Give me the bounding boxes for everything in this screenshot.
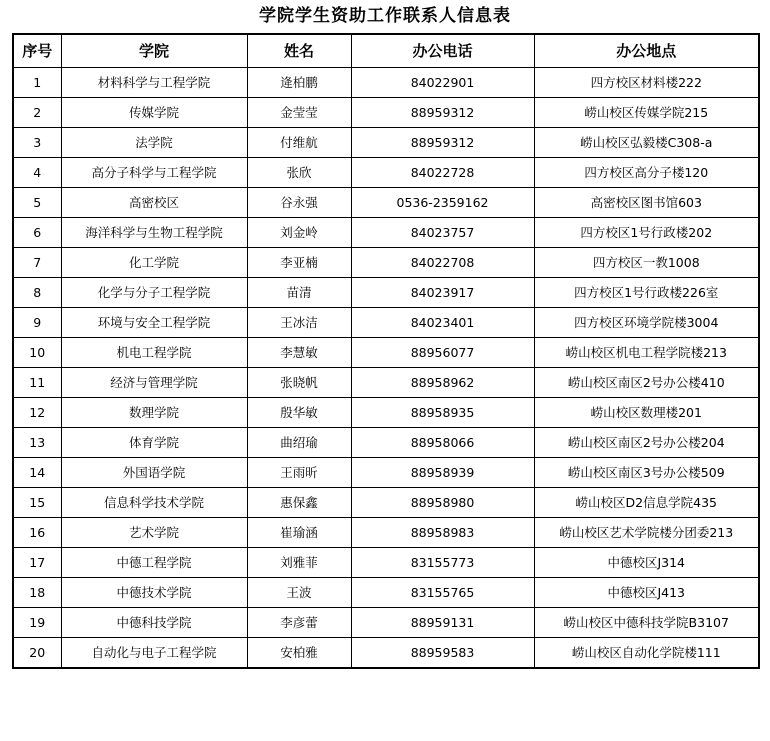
cell-college: 传媒学院: [61, 98, 247, 128]
column-header-name: 姓名: [247, 34, 351, 68]
cell-phone: 84022901: [351, 68, 534, 98]
cell-index: 3: [13, 128, 61, 158]
cell-name: 苗清: [247, 278, 351, 308]
cell-phone: 88958935: [351, 398, 534, 428]
cell-location: 四方校区环境学院楼3004: [534, 308, 759, 338]
cell-index: 14: [13, 458, 61, 488]
cell-phone: 88958983: [351, 518, 534, 548]
cell-name: 李彦蕾: [247, 608, 351, 638]
cell-college: 中德科技学院: [61, 608, 247, 638]
cell-phone: 83155773: [351, 548, 534, 578]
cell-phone: 88959583: [351, 638, 534, 669]
cell-college: 高分子科学与工程学院: [61, 158, 247, 188]
cell-index: 5: [13, 188, 61, 218]
cell-index: 18: [13, 578, 61, 608]
table-row: [13, 158, 759, 188]
cell-name: 李亚楠: [247, 248, 351, 278]
cell-phone: 88959131: [351, 608, 534, 638]
cell-index: 11: [13, 368, 61, 398]
cell-index: 10: [13, 338, 61, 368]
cell-name: 付维航: [247, 128, 351, 158]
cell-college: 信息科学技术学院: [61, 488, 247, 518]
cell-index: 13: [13, 428, 61, 458]
cell-index: 7: [13, 248, 61, 278]
cell-location: 中德校区J413: [534, 578, 759, 608]
cell-college: 自动化与电子工程学院: [61, 638, 247, 669]
cell-college: 外国语学院: [61, 458, 247, 488]
cell-phone: 88958962: [351, 368, 534, 398]
table-row: [13, 458, 759, 488]
table-row: [13, 98, 759, 128]
cell-phone: 84023401: [351, 308, 534, 338]
cell-college: 中德工程学院: [61, 548, 247, 578]
cell-location: 四方校区一教1008: [534, 248, 759, 278]
cell-college: 环境与安全工程学院: [61, 308, 247, 338]
cell-name: 曲绍瑜: [247, 428, 351, 458]
cell-location: 崂山校区艺术学院楼分团委213: [534, 518, 759, 548]
table-row: [13, 608, 759, 638]
page-title: 学院学生资助工作联系人信息表: [259, 6, 511, 26]
column-header-phone: 办公电话: [351, 34, 534, 68]
cell-index: 6: [13, 218, 61, 248]
cell-index: 4: [13, 158, 61, 188]
cell-phone: 84023917: [351, 278, 534, 308]
table-row: [13, 398, 759, 428]
cell-college: 化工学院: [61, 248, 247, 278]
cell-name: 谷永强: [247, 188, 351, 218]
table-row: [13, 68, 759, 98]
cell-index: 20: [13, 638, 61, 669]
cell-index: 9: [13, 308, 61, 338]
cell-name: 刘雅菲: [247, 548, 351, 578]
cell-name: 王雨昕: [247, 458, 351, 488]
cell-college: 海洋科学与生物工程学院: [61, 218, 247, 248]
cell-college: 体育学院: [61, 428, 247, 458]
table-row: [13, 548, 759, 578]
cell-name: 安柏雅: [247, 638, 351, 669]
cell-name: 王波: [247, 578, 351, 608]
cell-name: 金莹莹: [247, 98, 351, 128]
cell-location: 崂山校区南区2号办公楼204: [534, 428, 759, 458]
table-row: [13, 638, 759, 669]
cell-phone: 88959312: [351, 98, 534, 128]
cell-college: 高密校区: [61, 188, 247, 218]
cell-name: 张欣: [247, 158, 351, 188]
cell-phone: 88958939: [351, 458, 534, 488]
cell-index: 19: [13, 608, 61, 638]
table-row: [13, 188, 759, 218]
table-header: [13, 34, 759, 68]
column-header-index: 序号: [13, 34, 61, 68]
column-header-college: 学院: [61, 34, 247, 68]
cell-index: 1: [13, 68, 61, 98]
cell-phone: 83155765: [351, 578, 534, 608]
table-body: [13, 68, 759, 669]
table-row: [13, 368, 759, 398]
cell-name: 殷华敏: [247, 398, 351, 428]
cell-location: 四方校区高分子楼120: [534, 158, 759, 188]
table-row: [13, 578, 759, 608]
cell-location: 崂山校区数理楼201: [534, 398, 759, 428]
cell-name: 张晓帆: [247, 368, 351, 398]
cell-phone: 88956077: [351, 338, 534, 368]
cell-index: 17: [13, 548, 61, 578]
cell-index: 15: [13, 488, 61, 518]
column-header-location: 办公地点: [534, 34, 759, 68]
cell-name: 王冰洁: [247, 308, 351, 338]
cell-location: 崂山校区自动化学院楼111: [534, 638, 759, 669]
cell-location: 崂山校区机电工程学院楼213: [534, 338, 759, 368]
cell-location: 四方校区材料楼222: [534, 68, 759, 98]
cell-location: 崂山校区传媒学院215: [534, 98, 759, 128]
table-row: [13, 308, 759, 338]
cell-location: 四方校区1号行政楼202: [534, 218, 759, 248]
cell-location: 崂山校区D2信息学院435: [534, 488, 759, 518]
cell-phone: 88958066: [351, 428, 534, 458]
cell-phone: 84022708: [351, 248, 534, 278]
table-row: [13, 338, 759, 368]
cell-phone: 84022728: [351, 158, 534, 188]
cell-index: 12: [13, 398, 61, 428]
cell-phone: 84023757: [351, 218, 534, 248]
cell-location: 崂山校区弘毅楼C308-a: [534, 128, 759, 158]
contacts-table: [12, 33, 760, 669]
cell-location: 崂山校区中德科技学院B3107: [534, 608, 759, 638]
cell-location: 高密校区图书馆603: [534, 188, 759, 218]
table-row: [13, 128, 759, 158]
cell-location: 中德校区J314: [534, 548, 759, 578]
cell-index: 8: [13, 278, 61, 308]
cell-phone: 88958980: [351, 488, 534, 518]
cell-college: 艺术学院: [61, 518, 247, 548]
cell-college: 经济与管理学院: [61, 368, 247, 398]
cell-college: 中德技术学院: [61, 578, 247, 608]
cell-location: 四方校区1号行政楼226室: [534, 278, 759, 308]
table-row: [13, 278, 759, 308]
cell-name: 崔瑜涵: [247, 518, 351, 548]
cell-college: 化学与分子工程学院: [61, 278, 247, 308]
table-header-row: [13, 34, 759, 68]
cell-index: 2: [13, 98, 61, 128]
cell-name: 刘金岭: [247, 218, 351, 248]
cell-name: 惠保鑫: [247, 488, 351, 518]
cell-college: 数理学院: [61, 398, 247, 428]
table-row: [13, 488, 759, 518]
cell-phone: 88959312: [351, 128, 534, 158]
cell-name: 李慧敏: [247, 338, 351, 368]
cell-phone: 0536-2359162: [351, 188, 534, 218]
cell-college: 机电工程学院: [61, 338, 247, 368]
table-row: [13, 218, 759, 248]
cell-college: 材料科学与工程学院: [61, 68, 247, 98]
table-row: [13, 518, 759, 548]
cell-index: 16: [13, 518, 61, 548]
cell-name: 逄柏鹏: [247, 68, 351, 98]
cell-college: 法学院: [61, 128, 247, 158]
cell-location: 崂山校区南区3号办公楼509: [534, 458, 759, 488]
table-row: [13, 428, 759, 458]
table-row: [13, 248, 759, 278]
cell-location: 崂山校区南区2号办公楼410: [534, 368, 759, 398]
